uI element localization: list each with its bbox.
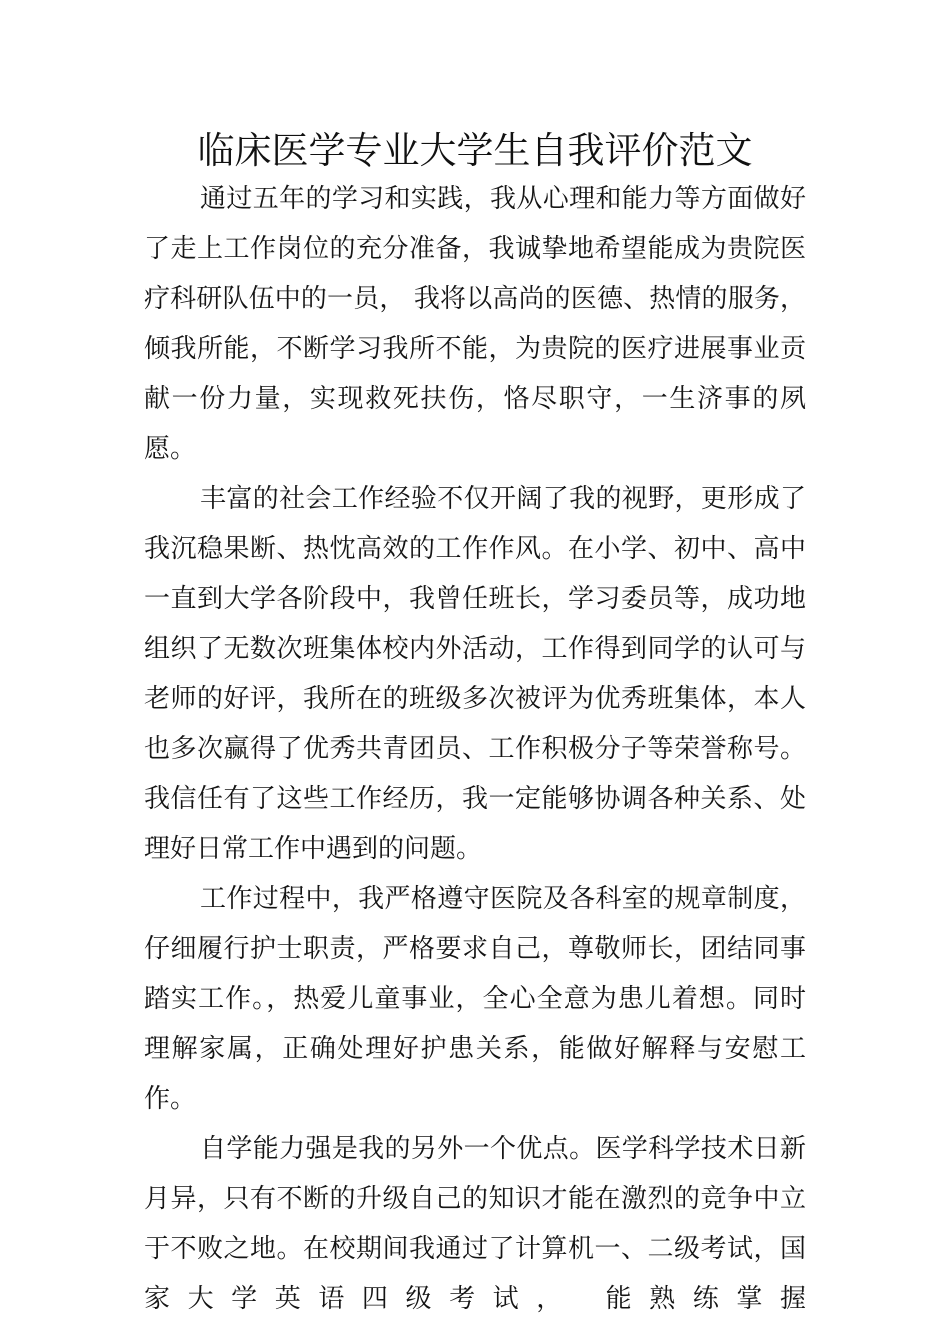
- document-title: 临床医学专业大学生自我评价范文: [197, 129, 753, 172]
- paragraph-1: 通过五年的学习和实践，我从心理和能力等方面做好了走上工作岗位的充分准备，我诚挚地希望能成为贵院医疗科研队伍中的一员， 我将以高尚的医德、热情的服务，倾我所能，不断学习我所不能，为贵院的医疗进展事业贡献一份力量，实现救死扶伤，恪尽职守，一生济事的夙愿。: [144, 184, 806, 464]
- paragraph-4: 自学能力强是我的另外一个优点。医学科学技术日新月异，只有不断的升级自己的知识才能在激烈的竞争中立于不败之地。在校期间我通过了计算机一、二级考试，国家大学英语四级考试， 能熟练掌握: [144, 1134, 806, 1314]
- paragraph-2: 丰富的社会工作经验不仅开阔了我的视野，更形成了我沉稳果断、热忱高效的工作作风。在小学、初中、高中一直到大学各阶段中，我曾任班长，学习委员等，成功地组织了无数次班集体校内外活动，工作得到同学的认可与老师的好评，我所在的班级多次被评为优秀班集体，本人也多次赢得了优秀共青团员、工作积极分子等荣誉称号。我信任有了这些工作经历，我一定能够协调各种关系、处理好日常工作中遇到的问题。: [144, 484, 806, 864]
- paragraph-3: 工作过程中，我严格遵守医院及各科室的规章制度，仔细履行护士职责，严格要求自己，尊敬师长，团结同事踏实工作。，热爱儿童事业，全心全意为患儿着想。同时理解家属，正确处理好护患关系，能做好解释与安慰工作。: [144, 884, 806, 1114]
- document-body: [144, 174, 806, 1324]
